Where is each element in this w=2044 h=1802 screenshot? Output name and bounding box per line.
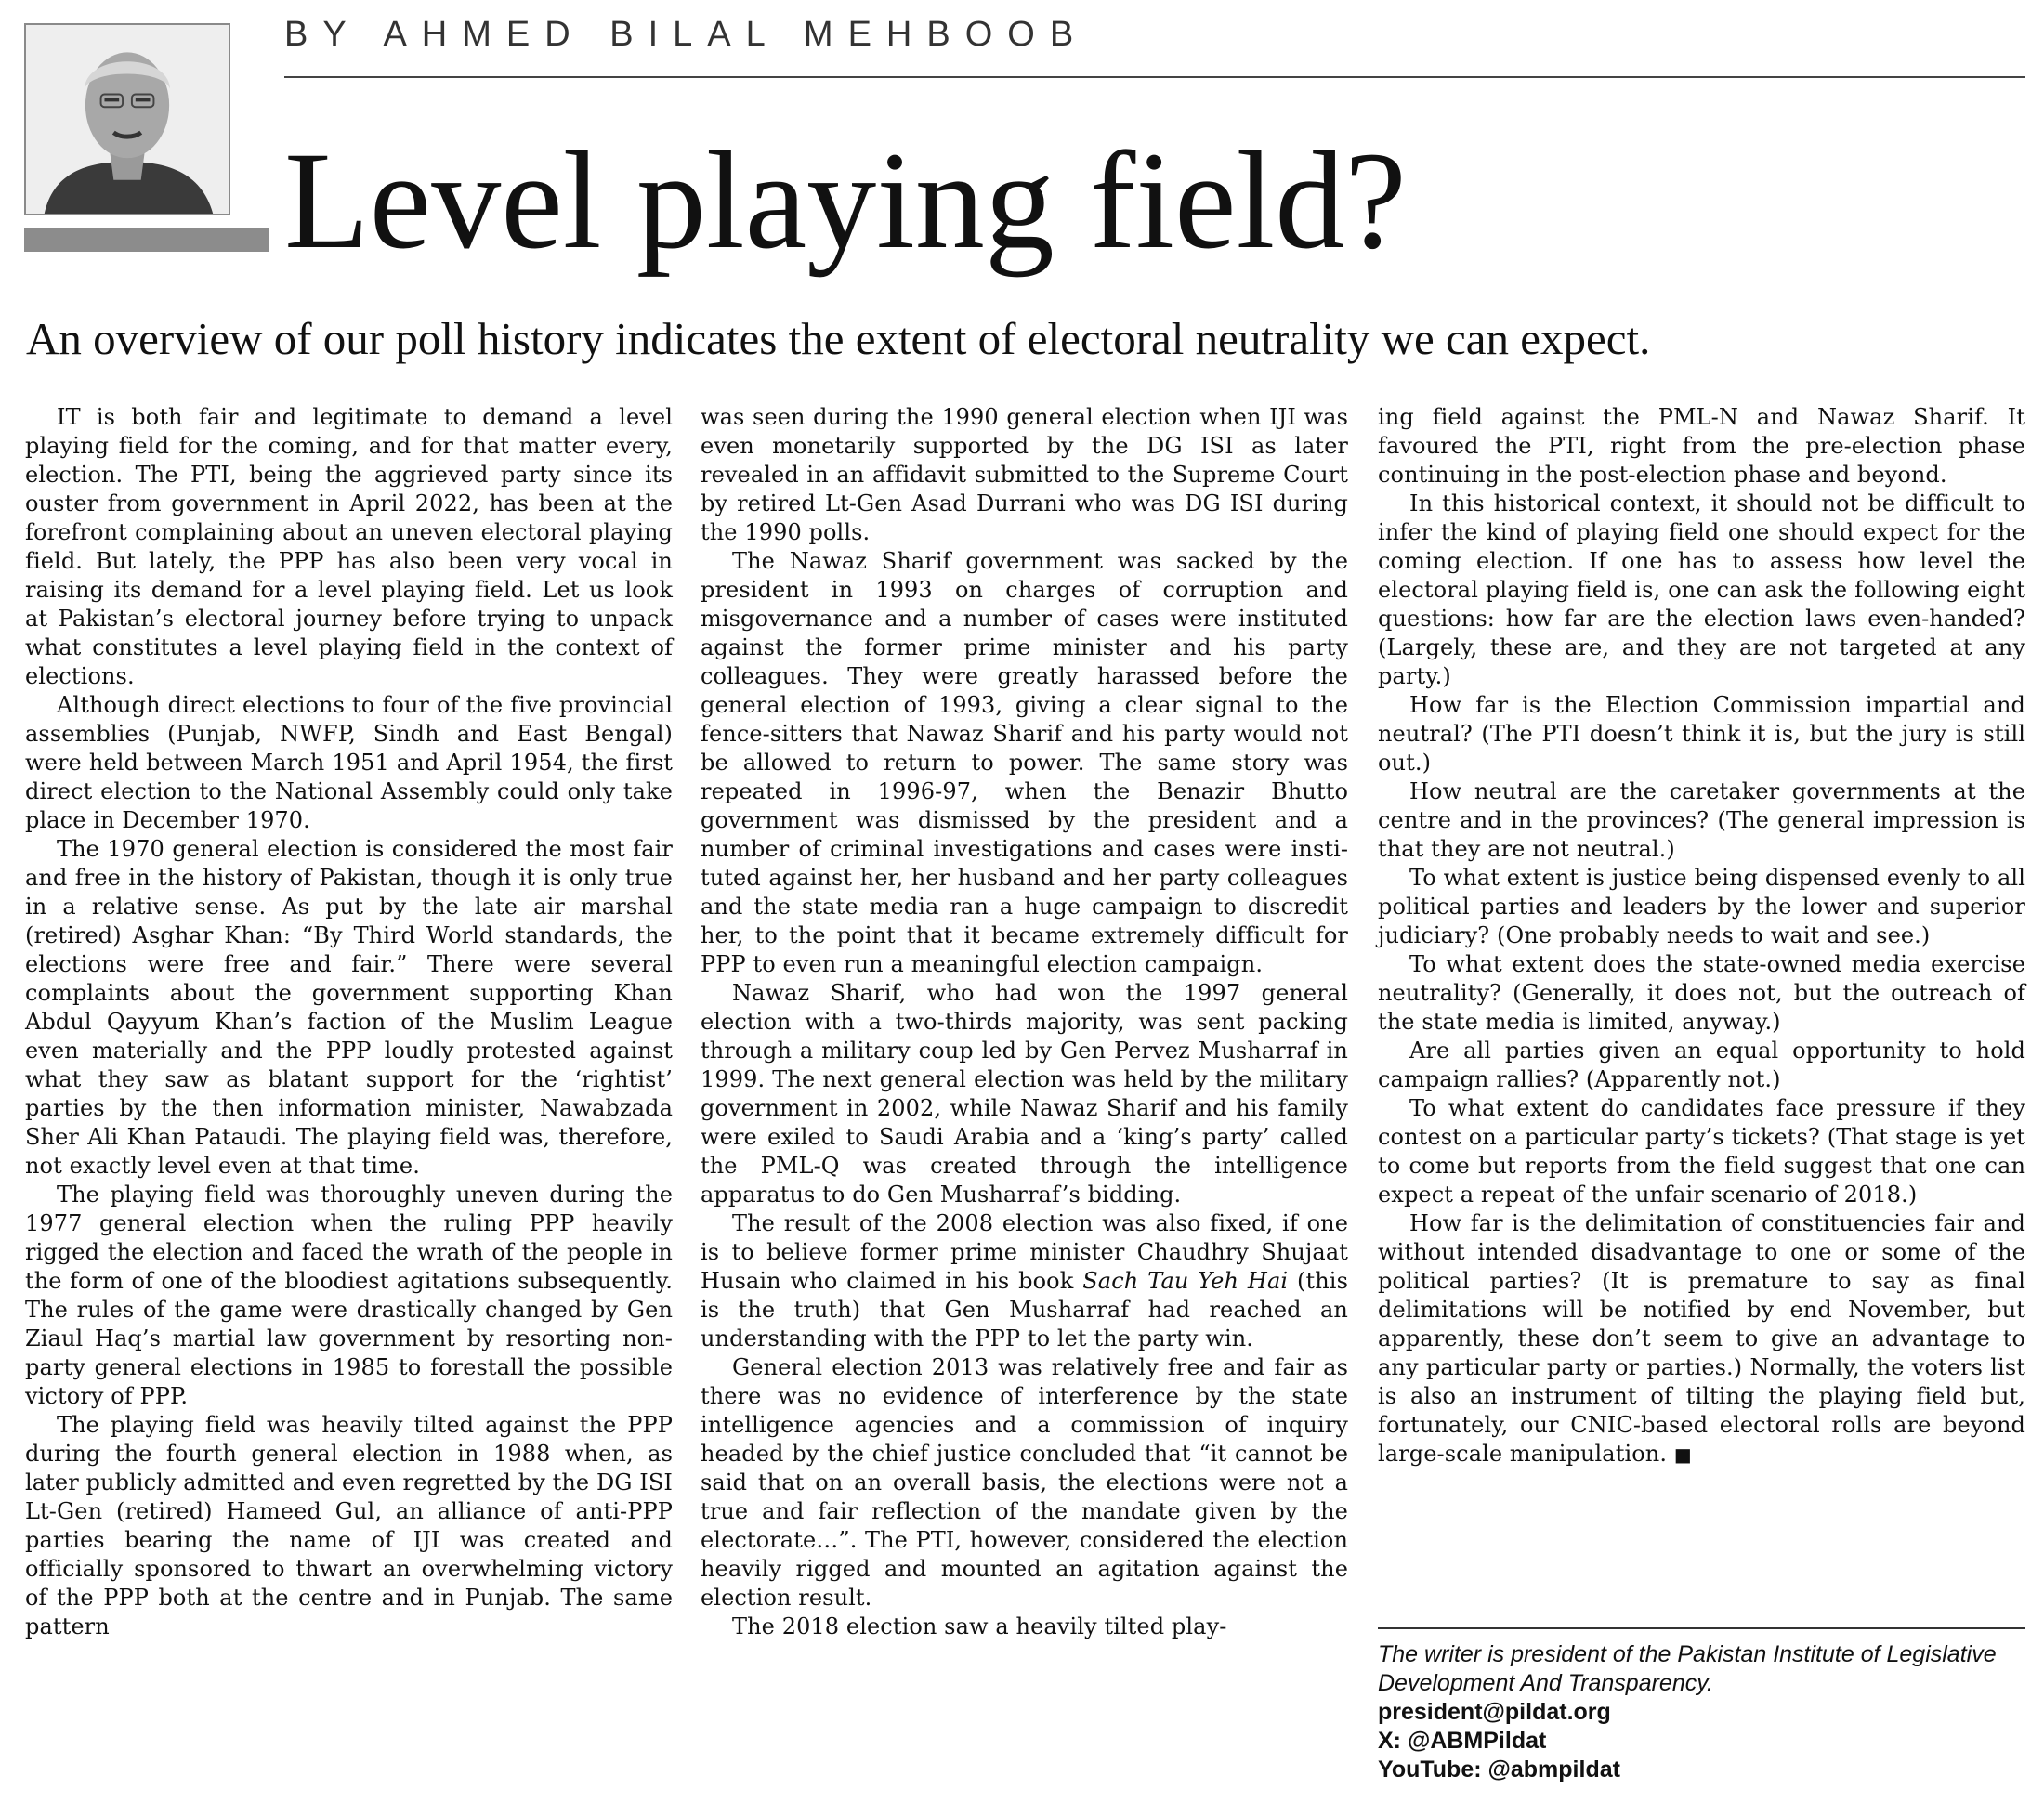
paragraph: To what extent is justice being dispensed evenly to all political parties and leaders by the lower and superior judiciary? (One probably needs to wait and see.) bbox=[1378, 865, 2025, 948]
paragraph: To what extent does the state-owned media exercise neutrality? (Generally, it does not, but the outreach of the state media is limited, anyway.) bbox=[1378, 951, 2025, 1035]
headline: Level playing field? bbox=[284, 124, 1407, 278]
paragraph: General election 2013 was relatively free and fair as there was no evidence of interference by the state intelligence agencies and a commission of inquiry headed by the chief justice concluded that “it cannot be said that on an overall basis, the elections were not a true and fair reflection of the mandate given by the electorate…”. The PTI, however, considered the election heavily rigged and mounted an agitation against the election result. bbox=[701, 1354, 1348, 1611]
article-column-2 bbox=[701, 403, 1348, 1641]
paragraph: The 2018 election saw a heavily tilted play- bbox=[732, 1613, 1227, 1639]
byline-divider bbox=[284, 76, 2025, 78]
paragraph-text: The result of the 2008 election was also fixed, if one is to believe former prime minister Chaudhry Shujaat Husain who claimed in his book bbox=[701, 1210, 1348, 1294]
article-column-1 bbox=[25, 403, 673, 1641]
paragraph: To what extent do candidates face pressure if they contest on a particular party’s tickets? (That stage is yet to come but reports from the field suggest that one can expect a repeat of the unfair scenario of 2018.) bbox=[1378, 1095, 2025, 1208]
paragraph-continued: ing field against the PML-N and Nawaz Sharif. It favoured the PTI, right from the pre-election phase continuing in the post-election phase and beyond. bbox=[1378, 404, 2025, 488]
paragraph: Are all parties given an equal opportunity to hold campaign rallies? (Apparently not.) bbox=[1378, 1038, 2025, 1092]
paragraph: How far is the Election Commission impartial and neutral? (The PTI doesn’t think it is, but the jury is still out.) bbox=[1378, 692, 2025, 776]
author-youtube[interactable]: YouTube: @abmpildat bbox=[1378, 1756, 1620, 1782]
paragraph bbox=[701, 1209, 1348, 1353]
deck-subtitle: An overview of our poll history indicates the extent of electoral neutrality we can expect. bbox=[26, 313, 1651, 364]
photo-accent-bar bbox=[24, 228, 269, 252]
paragraph: The Nawaz Sharif government was sacked by the president in 1993 on charges of corruption and misgovernance and a number of cases were instituted against the former prime minister and his party colleagues. They were greatly harassed before the general election of 1993, giving a clear signal to the fence-sitters that Nawaz Sharif and his party would not be allowed to return to power. The same story was repeated in 1996-97, when the Benazir Bhutto government was dismissed by the president and a number of criminal investigations and cases were instituted against her, her husband and her party colleagues and the state media ran a huge campaign to discredit her, to the point that it became extremely difficult for PPP to even run a meaningful election campaign. bbox=[701, 548, 1348, 977]
article-column-3 bbox=[1378, 403, 2025, 1469]
paragraph: Nawaz Sharif, who had won the 1997 general election with a two-thirds majority, was sent packing through a military coup led by Gen Pervez Musharraf in 1999. The next general election was held by the military government in 2002, while Nawaz Sharif and his family were exiled to Saudi Arabia and a ‘king’s party’ called the PML-Q was created through the intelligence apparatus to do Gen Musharraf’s bidding. bbox=[701, 980, 1348, 1208]
author-bio bbox=[1378, 1640, 2025, 1784]
paragraph: The playing field was heavily tilted against the PPP during the fourth general election in 1988 when, as later publicly admitted and even regretted by the DG ISI Lt-Gen (retired) Hameed Gul, an alliance of anti-PPP parties bearing the name of IJI was created and officially sponsored to thwart an overwhelming victory of the PPP both at the centre and in Punjab. The same pattern bbox=[25, 1412, 673, 1639]
book-title: Sach Tau Yeh Hai bbox=[1082, 1268, 1289, 1294]
bio-divider bbox=[1378, 1627, 2025, 1629]
byline: BY AHMED BILAL MEHBOOB bbox=[284, 15, 1089, 54]
end-mark-icon: ■ bbox=[1673, 1443, 1692, 1466]
paragraph: The playing field was thoroughly uneven during the 1977 general election when the ruling PPP heavily rigged the election and faced the wrath of the people in the form of one of the bloodiest agitations subsequently. The rules of the game were drastically changed by Gen Ziaul Haq’s martial law government by resorting non-party general elections in 1985 to forestall the possible victory of PPP. bbox=[25, 1182, 673, 1409]
paragraph: In this historical context, it should not be difficult to infer the kind of playing field one should expect for the coming election. If one has to assess how level the electoral playing field is, one can ask the following eight questions: how far are the election laws even-handed? (Largely, these are, and they are not targeted at any party.) bbox=[1378, 490, 2025, 689]
bio-note: The writer is president of the Pakistan Institute of Legislative Development And Transparency. bbox=[1378, 1641, 1997, 1696]
author-photo bbox=[24, 23, 230, 215]
author-portrait-icon bbox=[26, 25, 229, 214]
paragraph-continued: was seen during the 1990 general election when IJI was even monetarily supported by the DG ISI as later revealed in an affidavit submitted to the Supreme Court by retired Lt-Gen Asad Durrani who was DG ISI during the 1990 polls. bbox=[701, 404, 1348, 545]
author-email[interactable]: president@pildat.org bbox=[1378, 1699, 1611, 1725]
paragraph: IT is both fair and legitimate to demand a level playing field for the coming, and for that matter every, election. The PTI, being the aggrieved party since its ouster from government in April 2022, has been at the forefront complaining about an uneven electoral playing field. But lately, the PPP has also been very vocal in raising its demand for a level playing field. Let us look at Pakistan’s electoral journey before trying to unpack what constitutes a level playing field in the context of elections. bbox=[25, 404, 673, 689]
paragraph: The 1970 general election is considered the most fair and free in the history of Pakistan, though it is only true in a relative sense. As put by the late air marshal (retired) Asghar Khan: “By Third World standards, the elections were free and fair.” There were several complaints about the government supporting Khan Abdul Qayyum Khan’s faction of the Muslim League even materially and the PPP loudly protested against what they saw as blatant support for the ‘rightist’ parties by the then information minister, Nawabzada Sher Ali Khan Pataudi. The playing field was, therefore, not exactly level even at that time. bbox=[25, 836, 673, 1179]
paragraph: How neutral are the caretaker governments at the centre and in the provinces? (The general impression is that they are not neutral.) bbox=[1378, 778, 2025, 862]
author-x-handle[interactable]: X: @ABMPildat bbox=[1378, 1728, 1547, 1754]
paragraph bbox=[1378, 1209, 2025, 1469]
paragraph: Although direct elections to four of the five provincial assemblies (Punjab, NWFP, Sindh and East Bengal) were held between March 1951 and April 1954, the first direct election to the National Assembly could only take place in December 1970. bbox=[25, 692, 673, 833]
paragraph-text: How far is the delimitation of constituencies fair and without intended disadvantage to one or some of the political parties? (It is premature to say as final delimitations will be notified by end November, but apparently, these don’t seem to give an advantage to any particular party or parties.) Normally, the voters list is also an instrument of tilting the playing field but, fortunately, our CNIC-based electoral rolls are beyond large-scale manipulation. bbox=[1378, 1210, 2025, 1467]
paragraph-text: (this is the truth) that Gen Musharraf had reached an understanding with the PPP to let the party win. bbox=[701, 1268, 1348, 1352]
